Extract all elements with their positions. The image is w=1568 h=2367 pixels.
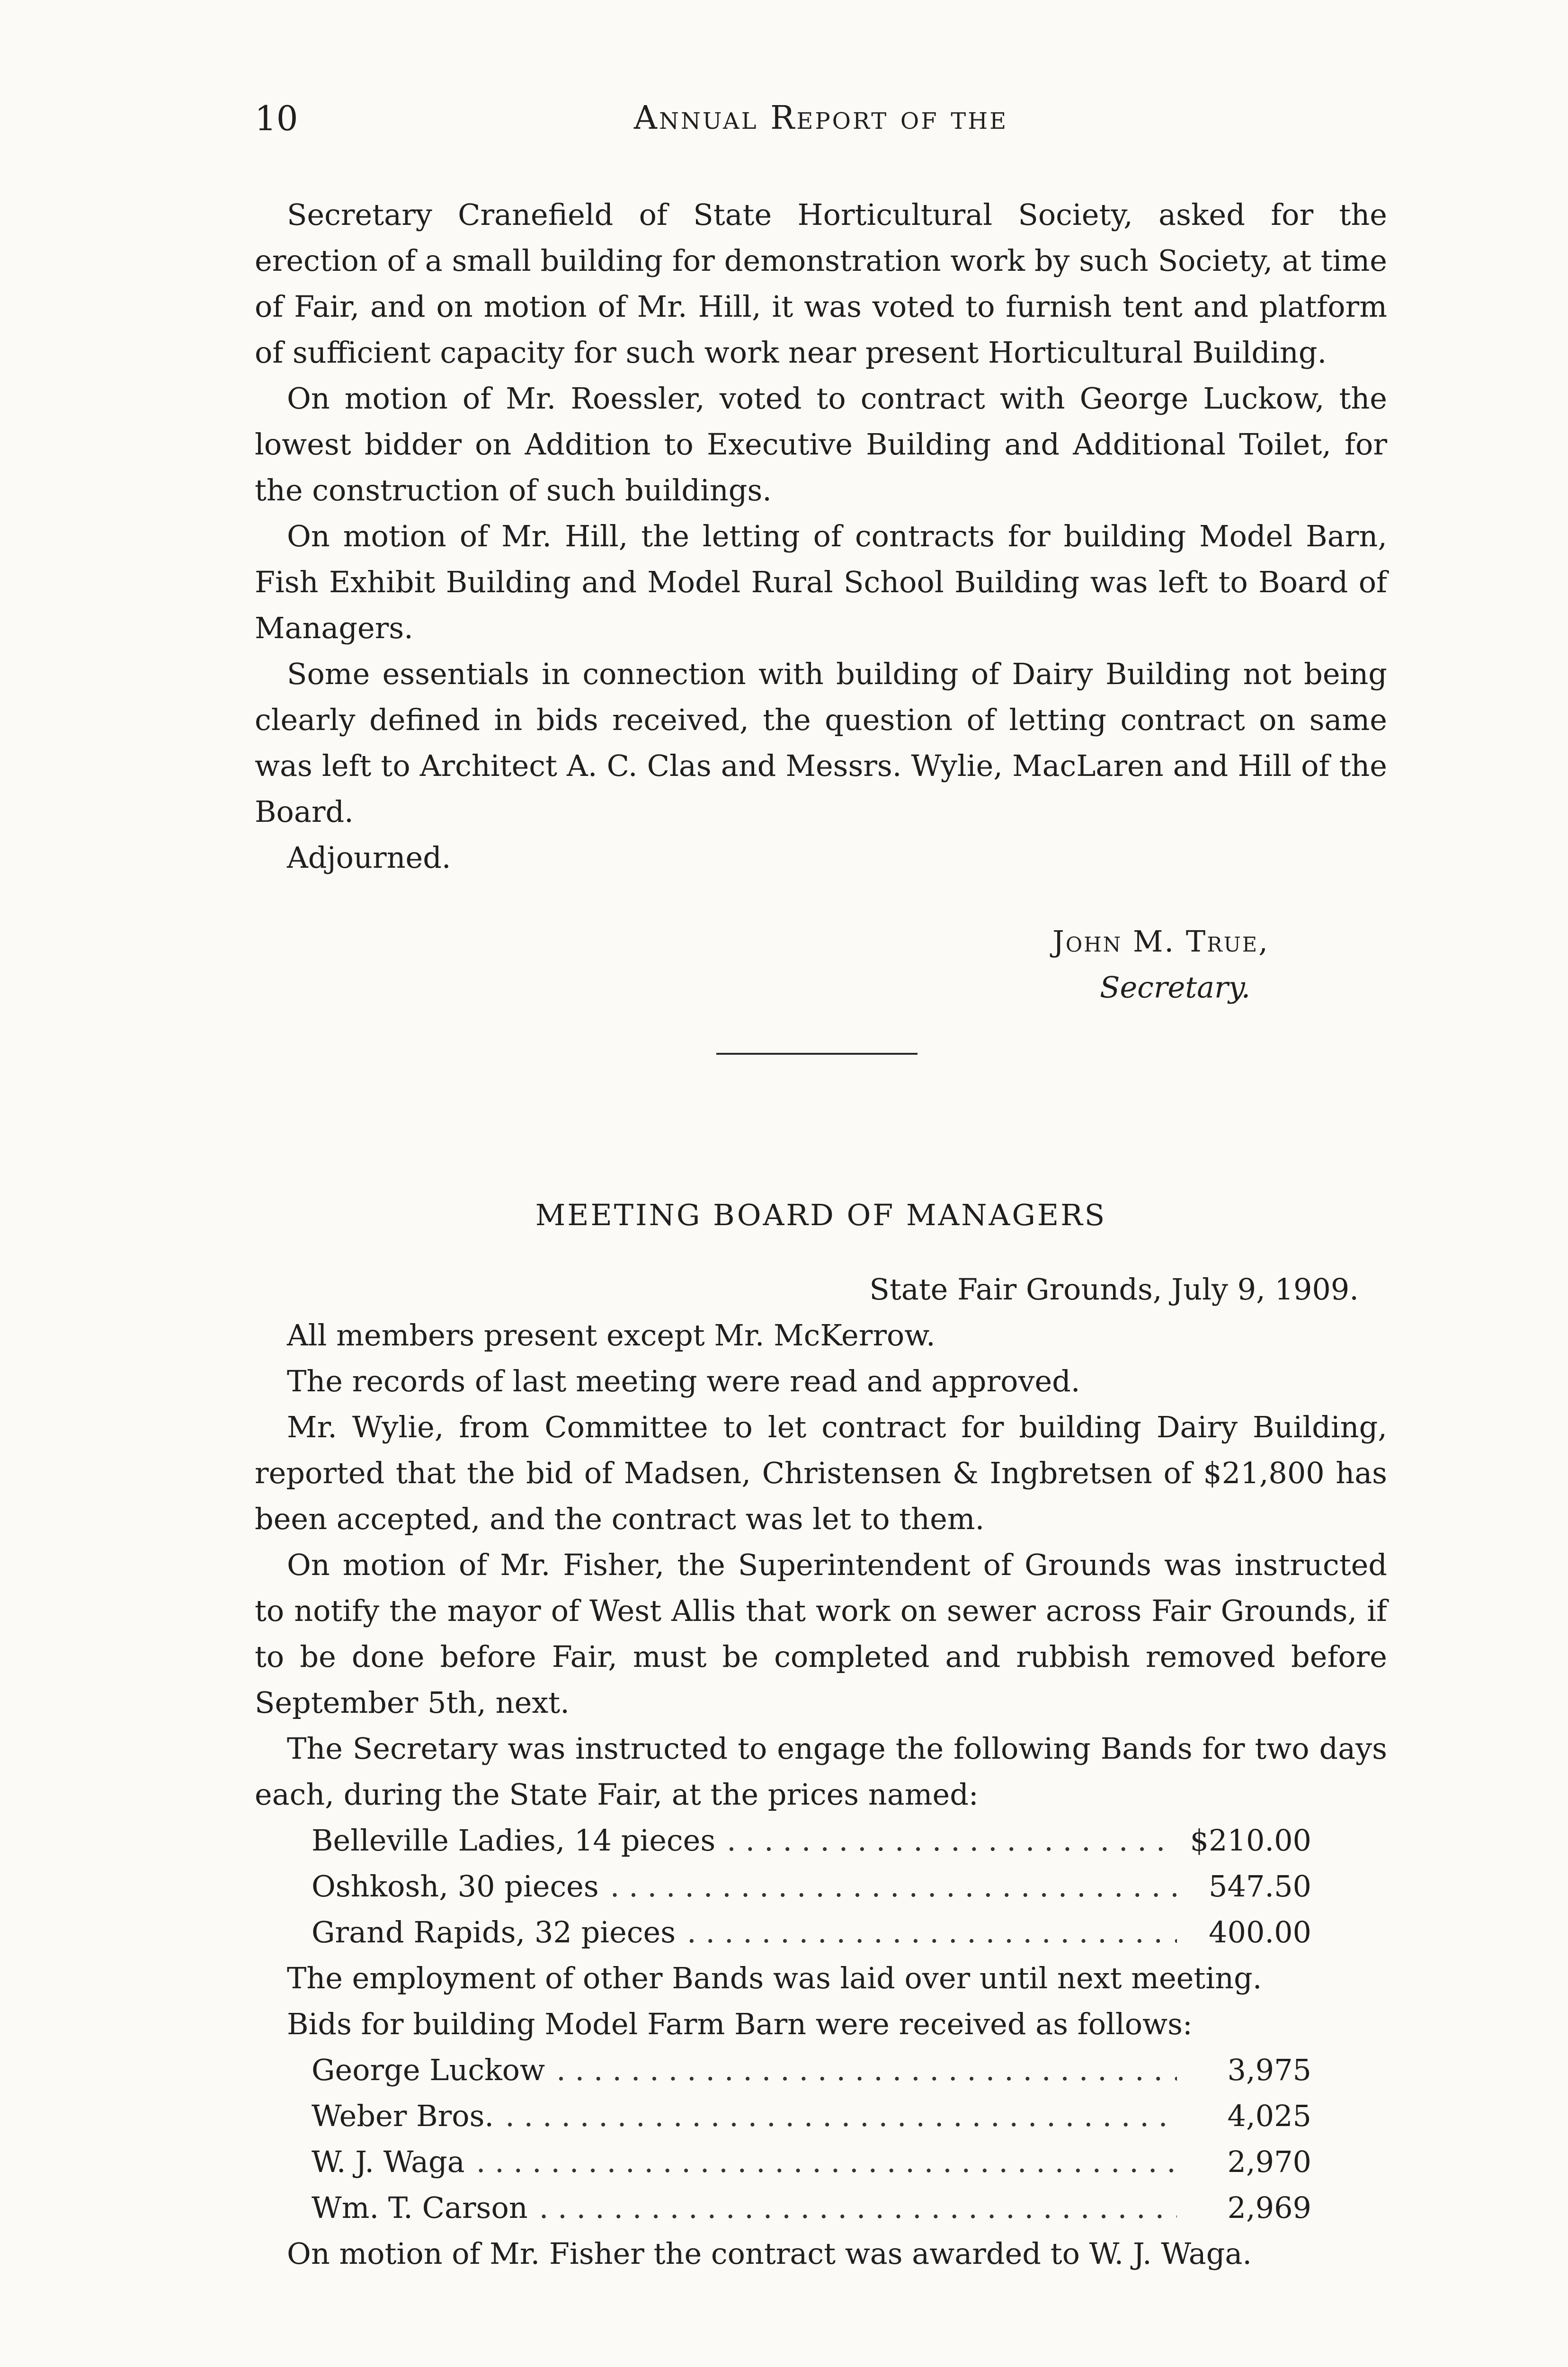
section-divider (716, 1053, 918, 1055)
paragraph: On motion of Mr. Fisher, the Superintendent of Grounds was instructed to notify the mayor of West Allis that work on sewer across Fair Grounds, if to be done before Fair, must be completed and rubbish removed before September 5th, next. (255, 1548, 1387, 1720)
dot-leader (687, 1909, 1177, 1955)
paragraph: The employment of other Bands was laid over until next meeting. (287, 1961, 1262, 1995)
signature-title: Secretary. (1100, 970, 1251, 1005)
dot-leader (727, 1817, 1177, 1863)
bid-amount: 2,969 (1227, 2190, 1311, 2225)
bid-amount: 4,025 (1227, 2099, 1311, 2133)
band-name: Grand Rapids, 32 pieces (312, 1915, 676, 1949)
dot-leader (556, 2047, 1177, 2093)
paragraph: Secretary Cranefield of State Horticultural Society, asked for the erection of a small building for demonstration work by such Society, at time of Fair, and on motion of Mr. Hill, it was voted to furnish tent and platform of sufficient capacity for such work near present Horticultural Building. (255, 197, 1387, 370)
signature-block (255, 918, 1387, 1010)
bids-list (255, 2047, 1387, 2231)
bands-list (255, 1817, 1387, 1955)
page-number: 10 (255, 98, 298, 138)
page-header (255, 92, 1387, 144)
bidder-name: Weber Bros. (312, 2099, 494, 2133)
paragraph-adjourned: Adjourned. (287, 840, 451, 875)
list-item (312, 1817, 1311, 1863)
band-name: Belleville Ladies, 14 pieces (312, 1823, 716, 1858)
dot-leader (610, 1863, 1177, 1909)
running-head: Annual Report of the (633, 99, 1008, 137)
band-price: 547.50 (1209, 1869, 1311, 1904)
bid-amount: 2,970 (1227, 2145, 1311, 2179)
paragraph: On motion of Mr. Roessler, voted to contract with George Luckow, the lowest bidder on Addition to Executive Building and Additional Toilet, for the construction of such buildings. (255, 381, 1387, 507)
list-item (312, 2047, 1311, 2093)
signature-name: John M. True, (1052, 924, 1269, 959)
bid-amount: 3,975 (1227, 2053, 1311, 2087)
paragraph: Bids for building Model Farm Barn were received as follows: (287, 2007, 1193, 2041)
bidder-name: George Luckow (312, 2053, 545, 2087)
list-item (312, 2139, 1311, 2185)
previous-minutes (255, 192, 1387, 1010)
dot-leader (539, 2185, 1177, 2231)
paragraph: Some essentials in connection with building of Dairy Building not being clearly defined in bids received, the question of letting contract on same was left to Architect A. C. Clas and Messrs. Wylie, MacLaren and Hill of the Board. (255, 657, 1387, 829)
place-date: State Fair Grounds, July 9, 1909. (869, 1272, 1359, 1307)
list-item (312, 1909, 1311, 1955)
dot-leader (476, 2139, 1177, 2185)
meeting-board-of-managers (255, 1192, 1387, 2277)
band-price: 400.00 (1209, 1915, 1311, 1949)
list-item (312, 2185, 1311, 2231)
dot-leader (505, 2093, 1177, 2139)
list-item (312, 1863, 1311, 1909)
section-title: MEETING BOARD OF MANAGERS (535, 1198, 1107, 1232)
paragraph: The records of last meeting were read and approved. (287, 1364, 1080, 1398)
paragraph: Mr. Wylie, from Committee to let contract for building Dairy Building, reported that the bid of Madsen, Christensen & Ingbretsen of $21,800 has been accepted, and the contract was let to them. (255, 1410, 1387, 1536)
band-name: Oshkosh, 30 pieces (312, 1869, 599, 1904)
bidder-name: W. J. Waga (312, 2145, 465, 2179)
paragraph: All members present except Mr. McKerrow. (287, 1318, 935, 1353)
paragraph: The Secretary was instructed to engage the following Bands for two days each, during the State Fair, at the prices named: (255, 1731, 1387, 1812)
bidder-name: Wm. T. Carson (312, 2190, 528, 2225)
paragraph: On motion of Mr. Hill, the letting of contracts for building Model Barn, Fish Exhibit Building and Model Rural School Building was left to Board of Managers. (255, 519, 1387, 645)
paragraph-closing: On motion of Mr. Fisher the contract was awarded to W. J. Waga. (287, 2236, 1252, 2271)
page-body (255, 192, 1387, 2277)
band-price: $210.00 (1190, 1823, 1311, 1858)
list-item (312, 2093, 1311, 2139)
